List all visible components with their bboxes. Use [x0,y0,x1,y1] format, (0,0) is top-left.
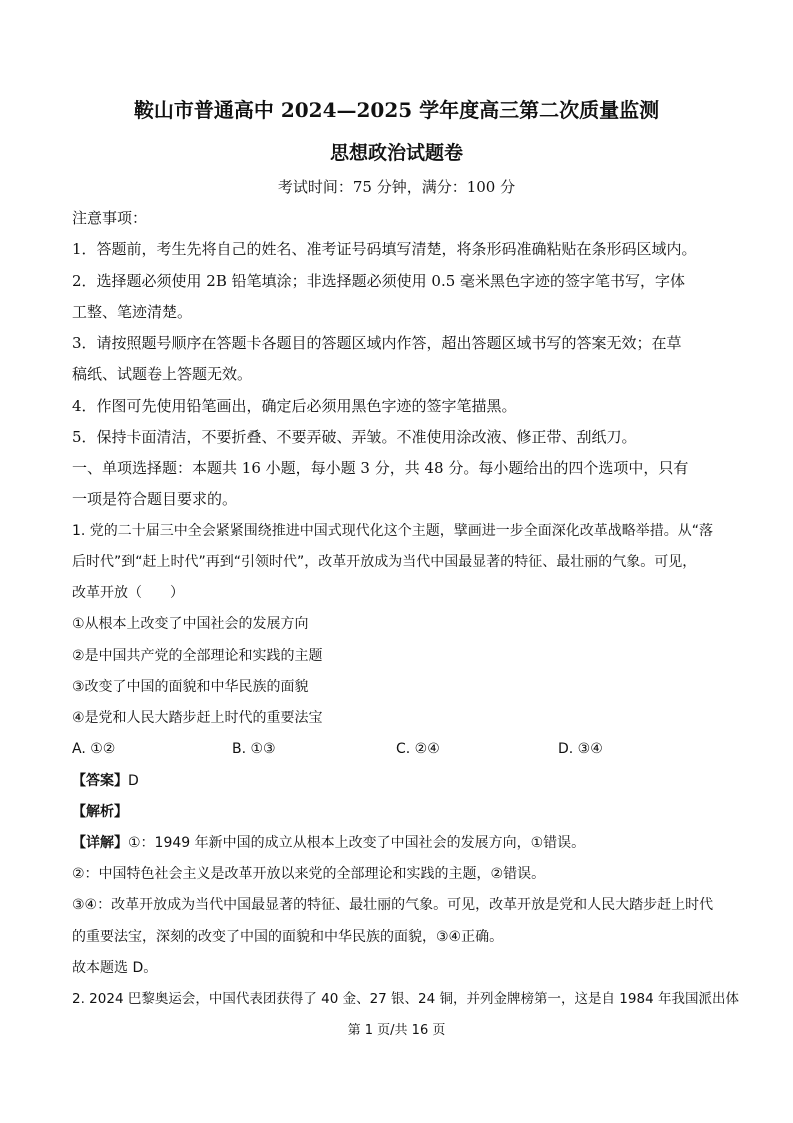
notice-item: 3．请按照题号顺序在答题卡各题目的答题区域内作答，超出答题区域书写的答案无效；在草 [72,334,682,352]
notice-item-continued: 工整、笔迹清楚。 [72,303,193,321]
notice-item-continued: 稿纸、试题卷上答题无效。 [72,365,253,383]
option-d: D. ③④ [558,741,603,757]
notice-item: 2．选择题必须使用 2B 铅笔填涂；非选择题必须使用 0.5 毫米黑色字迹的签字笔书写，字体 [72,272,686,290]
notice-item: 5．保持卡面清洁，不要折叠、不要弄破、弄皱。不准使用涂改液、修正带、刮纸刀。 [72,428,637,446]
answer-label: 【答案】 [72,773,128,789]
detail-line [72,833,585,853]
page-number: 第 1 页/共 16 页 [347,1023,446,1038]
detail-label: 【详解】 [72,835,128,851]
notice-item: 4．作图可先使用铅笔画出，确定后必须用黑色字迹的签字笔描黑。 [72,397,517,415]
detail-text: ①：1949 年新中国的成立从根本上改变了中国社会的发展方向，①错误。 [128,835,586,851]
answer-line [72,771,139,791]
question-1-stem: 改革开放（ ） [72,585,184,601]
question-1-statement: ③改变了中国的面貌和中华民族的面貌 [72,679,309,695]
question-2-stem: 2. 2024 巴黎奥运会，中国代表团获得了 40 金、27 银、24 铜，并列金牌榜第一，这是自 1984 年我国派出体 [72,991,739,1007]
section-heading-continued: 一项是符合题目要求的。 [72,490,238,508]
detail-text: ③④：改革开放成为当代中国最显著的特征、最壮丽的气象。可见，改革开放是党和人民大踏步赶上时代 [72,897,714,913]
option-c: C. ②④ [396,741,440,757]
question-1-stem: 1. 党的二十届三中全会紧紧围绕推进中国式现代化这个主题，擘画进一步全面深化改革战略举措。从“落 [72,523,714,539]
detail-text: ②：中国特色社会主义是改革开放以来党的全部理论和实践的主题，②错误。 [72,866,546,882]
section-heading: 一、单项选择题：本题共 16 小题，每小题 3 分，共 48 分。每小题给出的四个选项中，只有 [72,459,689,477]
document-title: 鞍山市普通高中 2024—2025 学年度高三第二次质量监测 [133,98,660,122]
detail-text: 的重要法宝，深刻的改变了中国的面貌和中华民族的面貌，③④正确。 [72,929,504,945]
notice-item: 1．答题前，考生先将自己的姓名、准考证号码填写清楚，将条形码准确粘贴在条形码区域内。 [72,240,697,258]
answer-value: D [128,773,139,789]
analysis-label: 【解析】 [72,804,128,820]
detail-conclusion: 故本题选 D。 [72,960,158,976]
question-1-statement: ②是中国共产党的全部理论和实践的主题 [72,648,323,664]
notice-heading: 注意事项： [72,209,148,227]
option-b: B. ①③ [232,741,276,757]
question-1-statement: ④是党和人民大踏步赶上时代的重要法宝 [72,710,323,726]
question-1-stem: 后时代”到“赶上时代”再到“引领时代”，改革开放成为当代中国最显著的特征、最壮丽的气象。可见， [72,554,697,570]
exam-info: 考试时间：75 分钟，满分：100 分 [277,178,516,196]
option-a: A. ①② [72,741,116,757]
question-1-statement: ①从根本上改变了中国社会的发展方向 [72,616,309,632]
document-subtitle: 思想政治试题卷 [329,142,463,164]
